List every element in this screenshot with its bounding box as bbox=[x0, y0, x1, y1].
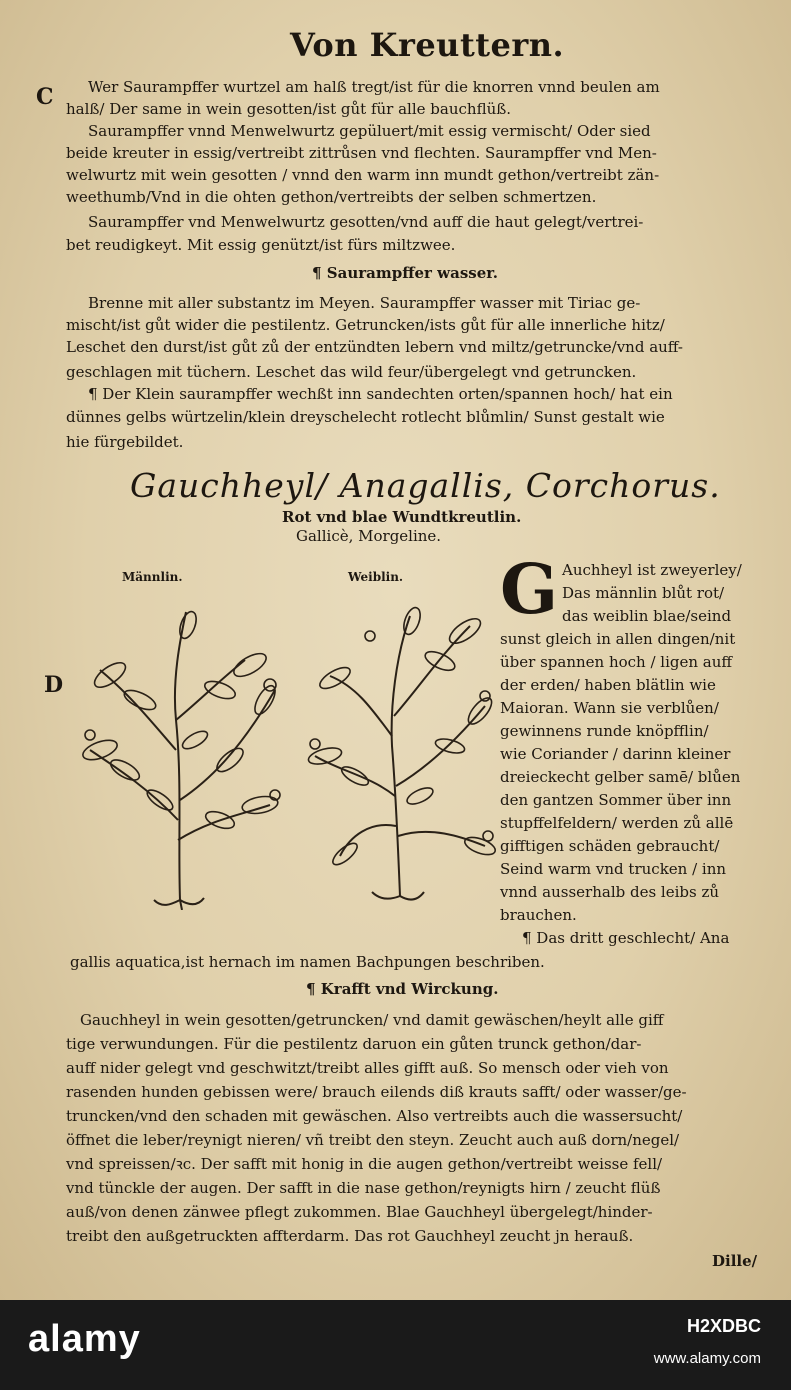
text-line: beide kreuter in essig/vertreibt zittrůsen vnd flechten. Saurampffer vnd Men- bbox=[66, 144, 657, 162]
text-line: über spannen hoch / ligen auff bbox=[500, 653, 733, 671]
margin-letter-d: D bbox=[44, 672, 64, 698]
drop-cap: G bbox=[500, 550, 559, 630]
text-line: weethumb/Vnd in die ohten gethon/vertreibts der selben schmertzen. bbox=[66, 188, 597, 206]
alamy-logo: alamy bbox=[28, 1318, 141, 1360]
site-url: www.alamy.com bbox=[653, 1350, 761, 1367]
text-line: sunst gleich in allen dingen/nit bbox=[500, 630, 736, 648]
text-line: auff nider gelegt vnd geschwitzt/treibt alles gifft auß. So mensch oder vieh von bbox=[66, 1059, 669, 1077]
text-line: tige verwundungen. Für die pestilentz daruon ein gůten trunck gethon/dar- bbox=[66, 1035, 642, 1053]
text-line: treibt den außgetruckten affterdarm. Das rot Gauchheyl zeucht jn herauß. bbox=[66, 1227, 634, 1245]
text-line: Saurampffer vnd Menwelwurtz gesotten/vnd auff die haut gelegt/vertrei- bbox=[88, 213, 644, 231]
text-line: hie fürgebildet. bbox=[66, 433, 184, 451]
text-line: halß/ Der same in wein gesotten/ist gůt für alle bauchflüß. bbox=[66, 100, 512, 118]
caption-female: Weiblin. bbox=[348, 570, 404, 584]
text-line: den gantzen Sommer über inn bbox=[500, 791, 732, 809]
margin-letter-c: C bbox=[36, 84, 54, 110]
stock-footer-bar bbox=[0, 1300, 791, 1390]
text-line: bet reudigkeyt. Mit essig genützt/ist fürs miltzwee. bbox=[66, 236, 456, 254]
text-line: das weiblin blae/seind bbox=[562, 607, 732, 625]
text-line: stupffelfeldern/ werden zů allē bbox=[500, 814, 734, 832]
text-line: dünnes gelbs würtzelin/klein dreyschelecht rotlecht blůmlin/ Sunst gestalt wie bbox=[66, 408, 665, 426]
text-line: der erden/ haben blätlin wie bbox=[500, 676, 716, 694]
text-line: ¶ Der Klein saurampffer wechßt inn sandechten orten/spannen hoch/ hat ein bbox=[88, 385, 673, 403]
text-line: Maioran. Wann sie verblůen/ bbox=[500, 699, 719, 717]
text-line: Leschet den durst/ist gůt zů der entzündten lebern vnd miltz/getruncke/vnd auff- bbox=[66, 338, 683, 356]
text-line: ¶ Das dritt geschlecht/ Ana bbox=[522, 929, 730, 947]
text-line: Wer Saurampffer wurtzel am halß tregt/ist für die knorren vnnd beulen am bbox=[88, 78, 660, 96]
text-line: truncken/vnd den schaden mit gewäschen. Also vertreibts auch die wassersucht/ bbox=[66, 1107, 683, 1125]
text-line: wie Coriander / darinn kleiner bbox=[500, 745, 731, 763]
text-line: vnnd ausserhalb des leibs zů bbox=[500, 883, 720, 901]
text-line: Seind warm vnd trucken / inn bbox=[500, 860, 727, 878]
text-line: geschlagen mit tüchern. Leschet das wild feur/übergelegt vnd getruncken. bbox=[66, 363, 637, 381]
text-line: Brenne mit aller substantz im Meyen. Saurampffer wasser mit Tiriac ge- bbox=[88, 294, 641, 312]
section-heading-water: ¶ Saurampffer wasser. bbox=[312, 264, 498, 282]
image-id: H2XDBC bbox=[686, 1316, 761, 1336]
plant-subtitle: Rot vnd blae Wundtkreutlin. bbox=[282, 508, 522, 526]
text-line: gallis aquatica,ist hernach im namen Bachpungen beschriben. bbox=[70, 953, 545, 971]
text-line: Auchheyl ist zweyerley/ bbox=[562, 561, 742, 579]
section-heading-krafft: ¶ Krafft vnd Wirckung. bbox=[306, 980, 499, 998]
plant-title: Gauchheyl/ Anagallis, Corchorus. bbox=[130, 466, 721, 505]
text-line: auß/von denen zänwee pflegt zukommen. Blae Gauchheyl übergelegt/hinder- bbox=[66, 1203, 653, 1221]
text-line: Saurampffer vnnd Menwelwurtz gepüluert/mit essig vermischt/ Oder sied bbox=[88, 122, 651, 140]
caption-male: Männlin. bbox=[122, 570, 183, 584]
text-line: brauchen. bbox=[500, 906, 577, 924]
catchword: Dille/ bbox=[712, 1252, 758, 1270]
french-name: Gallicè, Morgeline. bbox=[296, 527, 442, 545]
text-line: Das männlin blůt rot/ bbox=[562, 584, 725, 602]
running-head: Von Kreuttern. bbox=[290, 26, 565, 64]
text-line: dreieckecht gelber samē/ blůen bbox=[500, 768, 741, 786]
text-line: gewinnens runde knöpfflin/ bbox=[500, 722, 709, 740]
text-line: öffnet die leber/reynigt nieren/ vñ treibt den steyn. Zeucht auch auß dorn/negel/ bbox=[66, 1131, 680, 1149]
text-line: vnd tünckle der augen. Der safft in die nase gethon/reynigts hirn / zeucht flüß bbox=[66, 1179, 661, 1197]
text-line: vnd spreissen/ꝛc. Der safft mit honig in die augen gethon/vertreibt weisse fell/ bbox=[66, 1155, 663, 1173]
text-line: Gauchheyl in wein gesotten/getruncken/ vnd damit gewäschen/heylt alle giff bbox=[80, 1011, 664, 1029]
text-line: welwurtz mit wein gesotten / vnnd den warm inn mundt gethon/vertreibt zän- bbox=[66, 166, 660, 184]
text-line: gifftigen schäden gebraucht/ bbox=[500, 837, 720, 855]
text-line: mischt/ist gůt wider die pestilentz. Getruncken/ists gůt für alle innerliche hitz/ bbox=[66, 316, 665, 334]
woodcut-male-plant bbox=[70, 600, 290, 910]
text-line: rasenden hunden gebissen were/ brauch eilends diß krauts safft/ oder wasser/ge- bbox=[66, 1083, 687, 1101]
woodcut-female-plant bbox=[300, 596, 500, 906]
